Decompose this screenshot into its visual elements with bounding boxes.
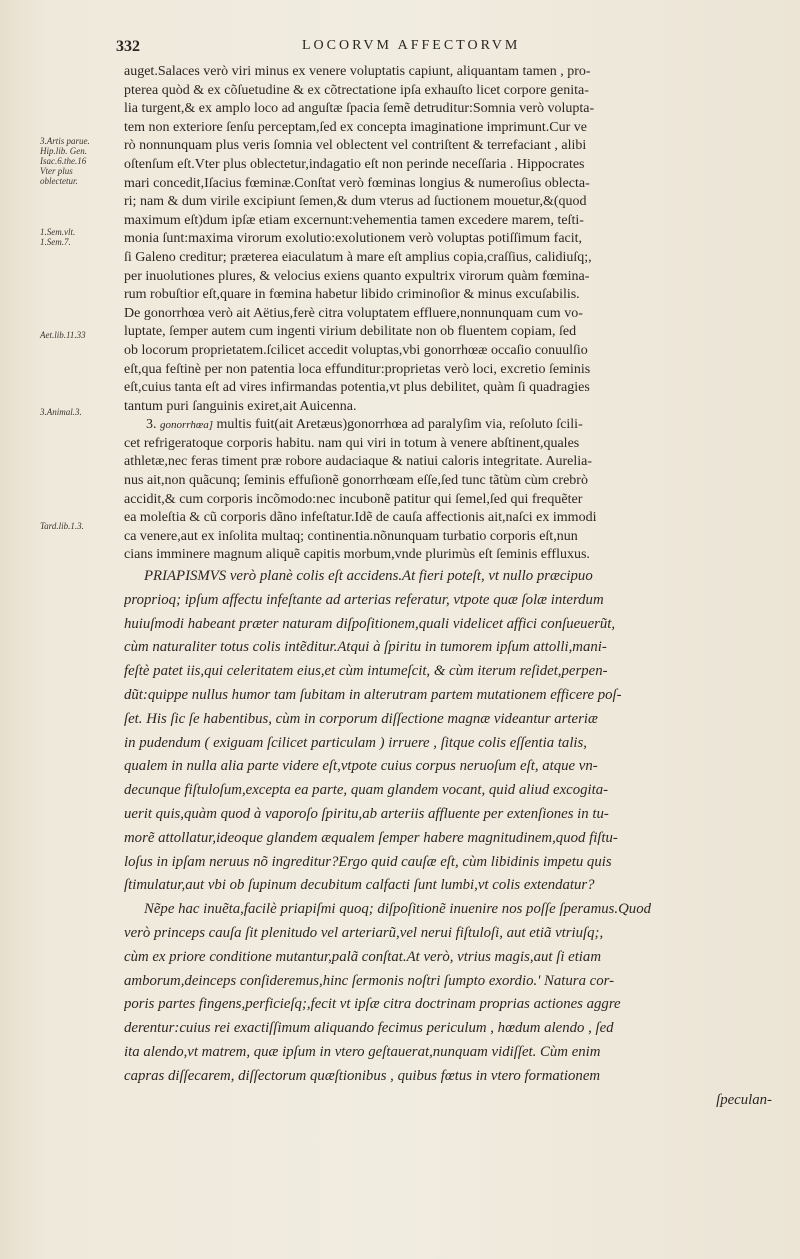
running-title: LOCORVM AFFECTORVM <box>302 38 521 53</box>
text-line: monia ſunt:maxima virorum exolutio:exolutionem verò voluptas potiſſimum facit, <box>124 231 583 247</box>
text-line: De gonorrhœa verò ait Aëtius,ferè citra voluptatem effluere,nonnunquam cum vo- <box>124 305 583 321</box>
margin-note: Aet.lib.11.33 <box>40 330 86 340</box>
text-line: rò nonnunquam plus veris ſomnia vel oblectent vel contriſtent & terrefaciant , alibi <box>124 138 587 154</box>
text-line: per inuolutiones plures, & velocius exiens quanto expultrix virorum quàm fœmina- <box>124 268 590 284</box>
text-line: cians imminere magnum aliquẽ capitis morbum,vnde plurimùs eſt ſeminis effluxus. <box>124 547 590 563</box>
italic-line: derentur:cuius rei exactiſſimum aliquando fecimus periculum , hœdum alendo , ſed <box>124 1020 614 1037</box>
text-line: maximum eſt)dum ipſæ etiam excernunt:vehementia tamen excedere marem, teſti- <box>124 212 584 228</box>
italic-line: dũt:quippe nullus humor tam ſubitam in alterutram partem mutationem efficere poſ- <box>124 687 622 704</box>
italic-line: huiuſmodi habeant præter naturam diſpoſitionem,quali videlicet affici conſueuerũt, <box>124 615 616 632</box>
text-line: luptate, ſemper autem cum ingenti virium debilitate non ob fluentem copiam, ſed <box>124 324 577 340</box>
text-line: eſt,cuius tanta eſt ad vires infirmandas potentia,vt plus debilitet, quàm ſi quadragies <box>124 380 590 396</box>
text-line: ea moleſtia & cũ corporis dãno infeſtatur.Idẽ de cauſa affectionis ait,naſci ex immodi <box>124 510 597 526</box>
italic-line: Nẽpe hac inuẽta,facilè priapiſmi quoq; diſpoſitionẽ inuenire nos poſſe ſperamus.Quod <box>144 901 652 918</box>
text-line: oſtenſum eſt.Vter plus oblectetur,indagatio eſt non perinde neceſſaria . Hippocrates <box>124 156 585 172</box>
text-line: tem non exteriore ſenſu perceptam,ſed ex concepta imaginatione imprimunt.Cur ve <box>124 119 588 135</box>
text-line: lia turgent,& ex amplo loco ad anguſtæ ſpacia ſemẽ detruditur:Somnia verò volupta- <box>124 101 595 117</box>
text-line: pterea quòd & ex cõſuetudine & ex cõtrectatione ipſa exhauſto licet corpore genita- <box>124 82 589 98</box>
italic-line: poris partes fingens,perficieſq;,fecit vt ipſæ citra doctrinam proprias actiones aggre <box>124 996 621 1013</box>
italic-line: amborum,deinceps conſideremus,hinc ſermonis noſtri ſumpto exordio.' Natura cor- <box>124 972 615 989</box>
margin-notes <box>40 0 122 1259</box>
text-line: ca venere,aut ex inſolita multaq; continentia.nõnunquam turbatio corporis eſt,nun <box>124 528 578 544</box>
margin-note: 1.Sem.vlt. 1.Sem.7. <box>40 227 76 247</box>
text-segment: multis fuit(ait Aretæus)gonorrhœa ad paralyſim via, reſoluto ſcili- <box>216 417 583 433</box>
section-number: 3. <box>146 417 157 433</box>
italic-line: decunque fiſtuloſum,excepta ea parte, quam glandem vocant, quid aliud excogita- <box>124 782 609 799</box>
main-text <box>124 63 772 1112</box>
text-line: nus ait,non quãcunq; ſeminis effuſionẽ gonorrhœam eſſe,ſed tunc tãtùm cùm crebrò <box>124 473 588 489</box>
italic-line: ſet. His ſic ſe habentibus, cùm in corporum diſſectione magnæ videantur arteriæ <box>124 710 598 727</box>
italic-line: PRIAPISMVS verò planè colis eſt accidens.At fieri poteſt, vt nullo præcipuo <box>144 568 593 585</box>
italic-line: verò princeps cauſa ſit plenitudo vel arteriarũ,vel nerui fiſtuloſi, aut etiã vtriuſq;, <box>124 924 604 941</box>
margin-note: 3.Artis parue. Hip.lib. Gen. Isac.6.the.16 Vter plus oblectetur. <box>40 136 90 186</box>
margin-note: 3.Animal.3. <box>40 407 82 417</box>
italic-line: qualem in nulla alia parte videre eſt,vtpote cuius corpus neruoſum eſt, atque vn- <box>124 758 598 775</box>
text-line: rum robuſtior eſt,quare in fœmina habetur libido criminoſior & minus excuſabilis. <box>124 287 580 303</box>
text-line: mari concedit,Iſacius fœminæ.Conſtat verò fœminas longius & numeroſius oblecta- <box>124 175 590 191</box>
italic-line: ſtimulatur,aut vbi ob ſupinum decubitum calfacti ſunt lumbi,vt colis extendatur? <box>124 877 595 894</box>
text-line-gloss <box>124 416 772 435</box>
margin-note: Tard.lib.1.3. <box>40 521 84 531</box>
text-line: ob locorum proprietatem.ſcilicet accedit voluptas,vbi gonorrhœæ occaſio conuulſio <box>124 342 588 358</box>
text-line: ri; nam & dum virile excipiunt ſemen,& dum vterus ad ſuctionem mouetur,&(quod <box>124 194 587 210</box>
italic-line: in pudendum ( exiguam ſcilicet particulam ) irruere , ſitque colis eſſentia talis, <box>124 734 588 751</box>
italic-line: cùm ex priore conditione mutantur,palã conſtat.At verò, vtrius magis,aut ſi etiam <box>124 948 602 965</box>
italic-line: proprioq; ipſum affectu infeſtante ad arterias referatur, vtpote quæ ſolæ interdum <box>124 591 604 608</box>
italic-line: capras diſſecarem, diſſectorum quæſtionibus , quibus fœtus in vtero formationem <box>124 1067 601 1084</box>
text-line: athletæ,nec feras timent præ robore audaciaque & natiui caloris integritate. Aurelia- <box>124 454 593 470</box>
text-line: eſt,qua feſtinè per non patentia loca effunditur:proprietas verò loci, excretio ſeminis <box>124 361 591 377</box>
italic-line: morẽ attollatur,ideoque glandem æqualem ſemper habere magnitudinem,quod fiſtu- <box>124 829 618 846</box>
text-line: cet refrigeratoque corporis habitu. nam qui viri in totum à venere abſtinent,quales <box>124 435 580 451</box>
text-line: ſi Galeno creditur; præterea eiaculatum à mare eſt amplius copia,craſſius, calidiuſq;, <box>124 249 592 265</box>
catchword: ſpeculan- <box>716 1091 772 1108</box>
page-header <box>116 34 776 58</box>
italic-line: loſus in ipſam neruus nõ ingreditur?Ergo quid cauſæ eſt, cùm libidinis impetu quis <box>124 853 612 870</box>
gloss-lemma: gonorrhœa] <box>160 419 213 432</box>
page-number: 332 <box>116 38 140 55</box>
italic-line: cùm naturaliter totus colis intẽditur.Atqui à ſpiritu in tumorem ipſum attolli,mani- <box>124 639 607 656</box>
text-line: accidit,& cum corporis incõmodo:nec incubonẽ patitur qui ſemel,ſed qui frequẽter <box>124 491 583 507</box>
italic-line: ita alendo,vt matrem, quæ ipſum in vtero geſtauerat,nunquam vidiſſet. Cùm enim <box>124 1043 601 1060</box>
italic-line: feſtè patet iis,qui celeritatem eius,et cùm intumeſcit, & cùm iterum reſidet,perpen- <box>124 663 608 680</box>
italic-line: uerit quis,quàm quod à vaporoſo ſpiritu,ab arteriis affluente per extenſiones in tu- <box>124 806 609 822</box>
text-line: auget.Salaces verò viri minus ex venere voluptatis capiunt, aliquantam tamen , pro- <box>124 64 591 79</box>
text-line: tantum puri ſanguinis exiret,ait Auicenna. <box>124 398 357 414</box>
